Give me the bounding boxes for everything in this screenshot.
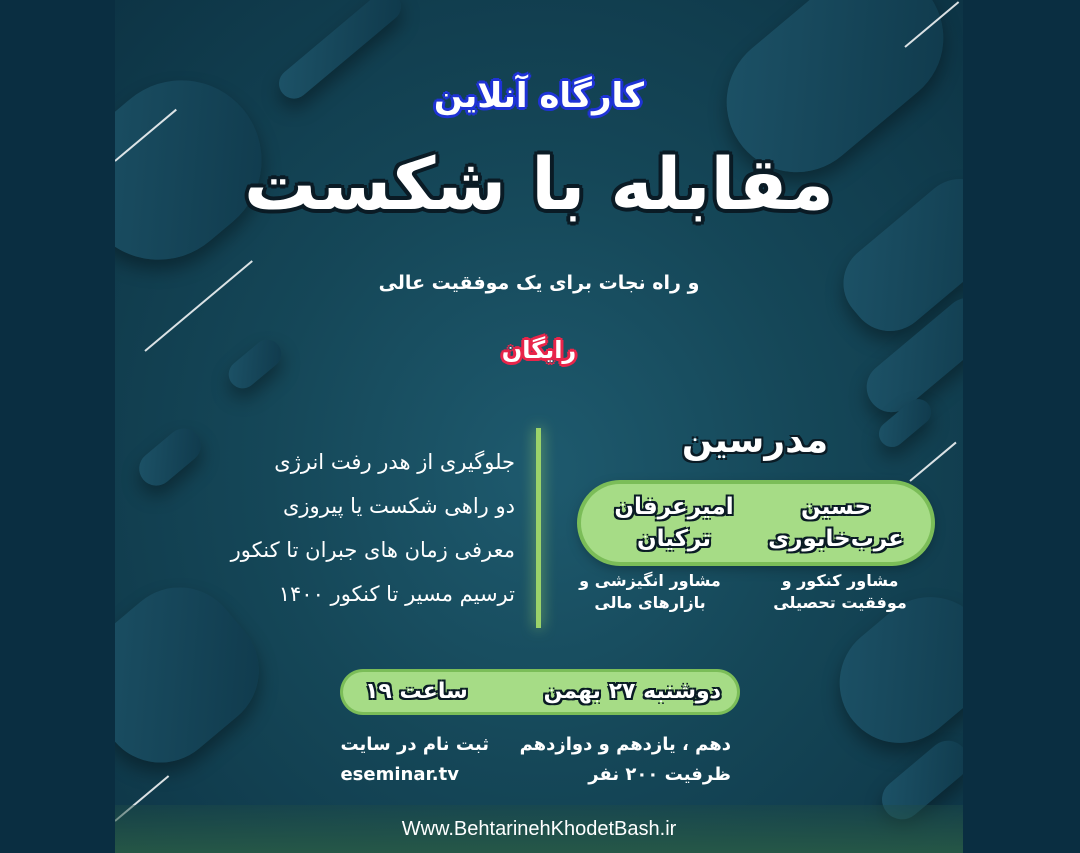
poster-title: مقابله با شکست (244, 142, 834, 226)
schedule-bar (343, 672, 737, 712)
capacity-text: ظرفیت ۲۰۰ نفر (588, 764, 731, 785)
right-margin (963, 0, 1080, 853)
left-margin (0, 0, 115, 853)
role-line: موفقیت تحصیلی (773, 593, 907, 612)
decor-line (909, 442, 956, 482)
instructor-first-name: امیرعرفان (614, 494, 734, 520)
instructor-names-bar (581, 484, 931, 562)
audience-info (520, 730, 731, 790)
topic-item: جلوگیری از هدر رفت انرژی (274, 450, 515, 474)
instructors-title: مدرسین (681, 420, 829, 461)
registration-info (340, 730, 489, 790)
poster (115, 0, 963, 853)
register-site-link[interactable]: eseminar.tv (340, 764, 459, 785)
instructor-last-name: ترکیان (637, 526, 711, 552)
role-line: مشاور کنکور و (781, 571, 899, 590)
instructor-name (599, 484, 749, 562)
topic-item: ترسیم مسیر تا کنکور ۱۴۰۰ (278, 582, 515, 606)
event-date: دوشنبه ۲۷ بهمن (543, 679, 721, 704)
decor-shape (132, 421, 207, 492)
instructor-role (565, 570, 735, 614)
topics-list (205, 440, 515, 616)
topic-item: معرفی زمان های جبران تا کنکور (230, 538, 515, 562)
role-line: مشاور انگیزشی و (579, 571, 721, 590)
role-line: بازارهای مالی (594, 593, 706, 612)
instructor-first-name: حسین (800, 494, 872, 520)
tagline: و راه نجات برای یک موفقیت عالی (378, 272, 700, 294)
instructor-last-name: عرب‌خابوری (768, 526, 904, 552)
free-label: رایگان (501, 336, 577, 364)
instructor-name (761, 484, 911, 562)
workshop-label: کارگاه آنلاین (433, 76, 645, 116)
glow-divider (536, 428, 541, 628)
instructor-role (755, 570, 925, 614)
grades-text: دهم ، یازدهم و دوازدهم (519, 734, 731, 755)
topic-item: دو راهی شکست یا پیروزی (282, 494, 515, 518)
register-label: ثبت نام در سایت (340, 734, 489, 755)
event-time: ساعت ۱۹ (365, 679, 468, 704)
footer-website[interactable]: Www.BehtarinehKhodetBash.ir (115, 805, 963, 853)
